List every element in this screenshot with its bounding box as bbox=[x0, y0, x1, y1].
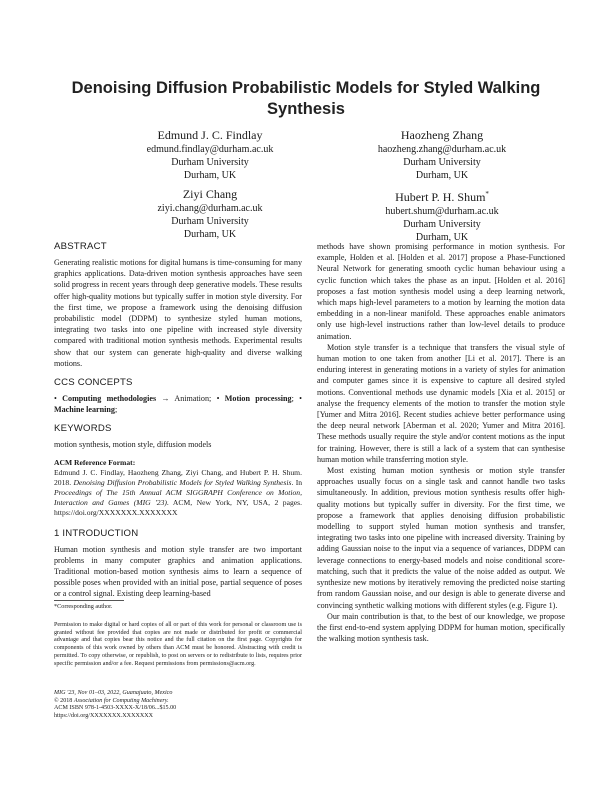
footnote bbox=[54, 600, 302, 611]
author-name: Edmund J. C. Findlay bbox=[157, 128, 263, 142]
paper-title: Denoising Diffusion Probabilistic Models for Styled Walking Synthesis bbox=[71, 79, 541, 118]
introduction-text: Human motion synthesis and motion style transfer are two important problems in many computer graphics and animation applications. Traditional motion-based motion synthesis aims to learn a sequence of possible poses when provided with an initial pose, partial sequence of poses or a control signal. Existing deep learning-based bbox=[54, 544, 302, 599]
permission-notice: Permission to make digital or hard copies of all or part of this work for personal or classroom use is granted without fee provided that copies are not made or distributed for profit or commercial advantage and that copies bear this notice and the full citation on the first page. Copyrights for components of this work owned by others than ACM must be honored. Abstracting with credit is permitted. To copy otherwise, or republish, to post on servers or to redistribute to lists, requires prior specific permission and/or a fee. Request permissions from permissions@acm.org. bbox=[54, 622, 302, 667]
ccs-item: Animation bbox=[174, 394, 210, 404]
ccs-item: Computing methodologies bbox=[62, 394, 157, 404]
permission-meta bbox=[54, 690, 302, 721]
author-location: Durham, UK bbox=[183, 229, 237, 240]
abstract-heading: ABSTRACT bbox=[54, 241, 107, 252]
copyright-org: Association for Computing Machinery. bbox=[73, 697, 169, 704]
paragraph: Motion style transfer is a technique that transfers the visual style of human motion to one taken from another [Li et al. 2017]. There is an enduring interest in generating motions in a variety of styles for animation and computer games since it is expensive to capture all desired styled motions. Conventional methods use dynamic models [Xia et al. 2015] or analyse the frequency elements of the motion to transfer the motion style [Yumer and Mitra 2016]. Recent studies achieve better performance using the deep neural network [Aberman et al. 2020; Yumer and Mitra 2016]. These methods usually require the style and/or content motions as the input for training. However, there is still a lack of a system that can synthesise human motion while transferring motion style. bbox=[317, 342, 565, 464]
ccs-concepts bbox=[54, 393, 302, 415]
author-block-findlay bbox=[100, 128, 320, 182]
corresponding-author-mark[interactable]: * bbox=[485, 190, 489, 198]
author-location: Durham, UK bbox=[183, 170, 237, 181]
author-block-chang bbox=[100, 187, 320, 241]
author-location: Durham, UK bbox=[415, 232, 469, 243]
ccs-separator: ; • bbox=[209, 394, 220, 404]
author-block-zhang bbox=[332, 128, 552, 182]
ccs-item: Machine learning bbox=[54, 405, 115, 415]
ccs-separator: ; • bbox=[291, 394, 302, 404]
author-name: Ziyi Chang bbox=[182, 187, 238, 201]
acm-reference-text bbox=[54, 468, 302, 518]
left-column bbox=[54, 241, 302, 600]
author-name-text: Hubert P. H. Shum bbox=[395, 190, 486, 204]
conference-info: MIG '23, Nov 01–03, 2022, Guanajuato, Mexico bbox=[54, 690, 173, 696]
right-column bbox=[317, 241, 565, 644]
author-name bbox=[332, 187, 552, 205]
introduction-heading: 1 INTRODUCTION bbox=[54, 527, 139, 539]
author-email[interactable]: ziyi.chang@durham.ac.uk bbox=[157, 203, 263, 214]
ccs-item: Motion processing bbox=[224, 394, 292, 404]
doi-link[interactable]: https://doi.org/XXXXXXX.XXXXXXX bbox=[54, 713, 154, 720]
acm-reference-heading: ACM Reference Format: bbox=[54, 457, 136, 467]
ccs-heading: CCS CONCEPTS bbox=[54, 377, 133, 389]
author-location: Durham, UK bbox=[415, 170, 469, 181]
footnote-text: *Corresponding author. bbox=[54, 603, 113, 610]
author-email[interactable]: edmund.findlay@durham.ac.uk bbox=[146, 144, 274, 155]
keywords-text: motion synthesis, motion style, diffusion models bbox=[54, 440, 212, 450]
author-name: Haozheng Zhang bbox=[400, 128, 484, 142]
reference-in: . In bbox=[291, 477, 303, 487]
reference-authors: Edmund J. C. Findlay, Haozheng Zhang, Ziyi Chang, and Hubert P. H. Shum. 2018. bbox=[54, 467, 302, 487]
ccs-bullet: • bbox=[54, 394, 57, 404]
author-email[interactable]: hubert.shum@durham.ac.uk bbox=[385, 206, 499, 217]
author-affiliation: Durham University bbox=[403, 219, 481, 230]
footnote-rule bbox=[54, 600, 124, 601]
reference-title: Denoising Diffusion Probabilistic Models for Styled Walking Synthesis bbox=[73, 477, 292, 487]
copyright-prefix: © 2018 bbox=[54, 697, 74, 704]
abstract-text: Generating realistic motions for digital humans is time-consuming for many graphics applications. Data-driven motion synthesis approaches have seen solid progress in recent years through deep generative models. These results offer high-quality motions but typically suffer in motion style diversity. For the first time, we propose a framework using the denoising diffusion probabilistic model (DDPM) to synthesize styled human motions, integrating two tasks into one pipeline with increased style diversity compared with traditional motion synthesis methods. Experimental results show that our system can generate high-quality and diverse walking motions. bbox=[54, 258, 302, 368]
reference-rest[interactable]: . ACM, New York, NY, USA, 2 pages. https://doi.org/XXXXXXX.XXXXXXX bbox=[54, 497, 302, 517]
author-affiliation: Durham University bbox=[171, 157, 249, 168]
ccs-end: ; bbox=[114, 405, 118, 415]
author-affiliation: Durham University bbox=[171, 216, 249, 227]
paragraph: methods have shown promising performance in motion synthesis. For example, Holden et al. [Holden et al. 2017] propose a Phase-Functioned Neural Network for generating smooth cyclic human behaviour using a cyclic function which takes the phase as an input. [Holden et al. 2016] proposes a fast motion synthesis model using a deep learning network, which maps high-level parameters to a motion by learning the motion data embedding in a non-linear manifold. These approaches enable animators only use high-level instructions rather than low-level details to produce animation. bbox=[317, 242, 565, 341]
author-block-shum bbox=[332, 187, 552, 244]
paragraph: Most existing human motion synthesis or motion style transfer approaches usually focus on a single task and cannot handle two tasks simultaneously. In addition, previous motion synthesis results offer high-quality motions but typically suffer in diversity. For the first time, we propose a framework that applies denoising diffusion probabilistic modelling to support styled human motion synthesis and transfer, integrating two tasks into one pipeline with increased diversity. Training by adding Gaussian noise to the input via a sequence of variances, DDPM can leverage connections to energy-based models and noise conditional score-matching, such that it predicts the value of the noise added as output. We synthesize new motions by iteratively removing the predicted noise starting from random Gaussian noise, and our design is able to generate diverse and convincing synthetic walking motions with different styles (e.g. Figure 1). bbox=[317, 466, 565, 610]
author-affiliation: Durham University bbox=[403, 157, 481, 168]
author-email[interactable]: haozheng.zhang@durham.ac.uk bbox=[377, 144, 507, 155]
ccs-arrow: → bbox=[161, 394, 170, 404]
reference-venue: Proceedings of The 15th Annual ACM SIGGRAPH Conference on Motion, Interaction and Games (MIG '23) bbox=[54, 487, 302, 507]
isbn-line: ACM ISBN 978-1-4503-XXXX-X/18/06...$15.00 bbox=[54, 705, 177, 712]
paragraph: Our main contribution is that, to the best of our knowledge, we propose the first end-to-end system applying DDPM for human motion, specifically the walking motion synthesis task. bbox=[317, 611, 565, 644]
keywords-heading: KEYWORDS bbox=[54, 423, 112, 435]
